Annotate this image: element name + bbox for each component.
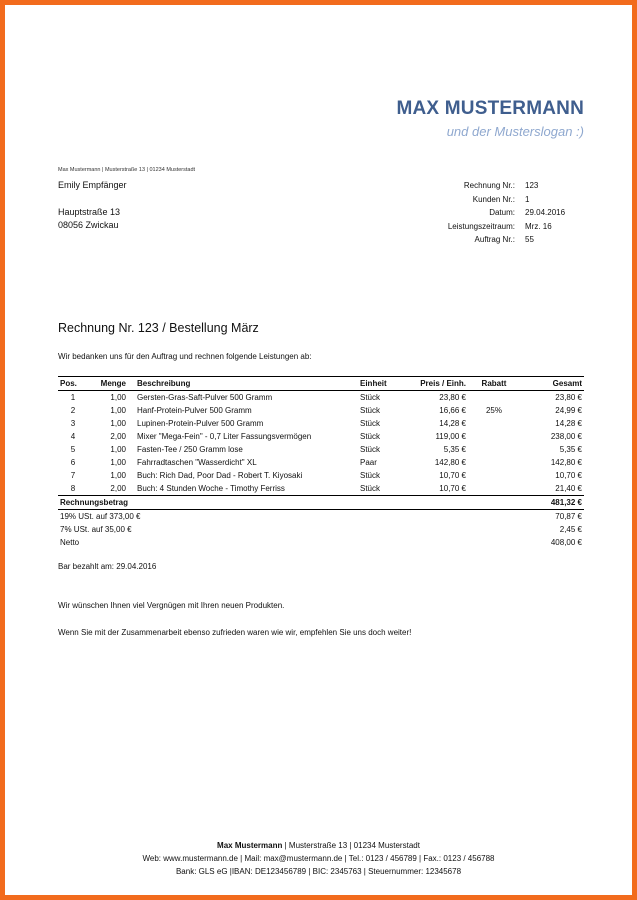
cell-quantity: 2,00 bbox=[110, 432, 126, 441]
meta-value: Mrz. 16 bbox=[525, 221, 552, 231]
cell-total: 21,40 € bbox=[520, 482, 584, 496]
cell-total: 14,28 € bbox=[555, 419, 582, 428]
tax-7-value: 2,45 € bbox=[559, 525, 582, 534]
cell-total: 5,35 € bbox=[559, 445, 582, 454]
meta-value: 55 bbox=[525, 235, 534, 244]
cell-pos: 8 bbox=[58, 482, 88, 496]
cell-total: 142,80 € bbox=[550, 458, 582, 467]
footer-line-bank: Bank: GLS eG |IBAN: DE123456789 | BIC: 2345763 | Steuernummer: 12345678 bbox=[175, 867, 462, 876]
cell-unit: Paar bbox=[360, 458, 377, 467]
cell-description: Gersten-Gras-Saft-Pulver 500 Gramm bbox=[137, 393, 273, 402]
line-items-table bbox=[58, 376, 584, 549]
cell-pos: 2 bbox=[70, 406, 76, 415]
header-pos: Pos. bbox=[58, 377, 88, 391]
footer-company-name: Max Mustermann bbox=[217, 841, 283, 850]
cell-unit: Stück bbox=[358, 482, 408, 496]
footer-line-address bbox=[5, 839, 632, 852]
meta-label: Rechnung Nr.: bbox=[463, 181, 515, 190]
meta-row-invoice-number bbox=[385, 179, 585, 193]
cell-unit-price: 142,80 € bbox=[434, 458, 466, 467]
net-label: Netto bbox=[60, 538, 80, 547]
cell-pos: 1 bbox=[70, 393, 76, 402]
net-row bbox=[58, 536, 584, 549]
closing-text-2: Wenn Sie mit der Zusammenarbeit ebenso zufrieden waren wie wir, empfehlen Sie uns doch weiter! bbox=[58, 628, 412, 637]
cell-discount: 25% bbox=[485, 406, 502, 415]
cell-description: Buch: Rich Dad, Poor Dad - Robert T. Kiyosaki bbox=[137, 471, 303, 480]
cell-discount bbox=[468, 430, 520, 443]
recipient-address bbox=[58, 179, 127, 233]
sender-address-line: Max Mustermann | Musterstraße 13 | 01234 Musterstadt bbox=[58, 167, 196, 173]
cell-unit-price: 10,70 € bbox=[439, 471, 466, 480]
cell-quantity: 1,00 bbox=[110, 406, 126, 415]
net-value: 408,00 € bbox=[550, 538, 582, 547]
meta-label: Auftrag Nr.: bbox=[474, 235, 515, 244]
meta-row-service-period bbox=[385, 220, 585, 234]
table-row bbox=[58, 482, 584, 496]
tax-row-7 bbox=[58, 523, 584, 536]
cell-unit-price: 119,00 € bbox=[435, 432, 466, 441]
cell-unit-price: 14,28 € bbox=[439, 419, 466, 428]
cell-discount bbox=[468, 469, 520, 482]
meta-label: Kunden Nr.: bbox=[472, 194, 515, 204]
cell-description: Mixer "Mega-Fein" - 0,7 Liter Fassungsvermögen bbox=[137, 432, 312, 441]
cell-description: Fasten-Tee / 250 Gramm lose bbox=[137, 445, 243, 454]
cell-quantity: 1,00 bbox=[110, 445, 126, 454]
cell-discount bbox=[468, 391, 520, 405]
footer bbox=[5, 839, 632, 878]
cell-discount bbox=[468, 482, 520, 496]
header-total: Gesamt bbox=[520, 377, 584, 391]
cell-unit: Stück bbox=[360, 393, 381, 402]
recipient-city: 08056 Zwickau bbox=[58, 220, 119, 230]
cell-total: 23,80 € bbox=[555, 393, 582, 402]
tax-7-label: 7% USt. auf 35,00 € bbox=[60, 525, 132, 534]
invoice-meta bbox=[385, 179, 585, 247]
meta-row-order-number bbox=[385, 233, 585, 247]
cell-total: 238,00 € bbox=[550, 432, 582, 441]
company-slogan: und der Musterslogan :) bbox=[446, 124, 584, 139]
invoice-title: Rechnung Nr. 123 / Bestellung März bbox=[58, 321, 259, 335]
table-row bbox=[58, 404, 584, 417]
table-row bbox=[58, 417, 584, 430]
tax-19-value: 70,87 € bbox=[555, 512, 582, 521]
cell-quantity: 1,00 bbox=[110, 419, 126, 428]
cell-description: Hanf-Protein-Pulver 500 Gramm bbox=[137, 406, 252, 415]
meta-label: Datum: bbox=[489, 208, 515, 217]
cell-total: 10,70 € bbox=[555, 471, 582, 480]
meta-value: 1 bbox=[525, 194, 530, 204]
cell-unit-price: 5,35 € bbox=[443, 445, 466, 454]
table-row bbox=[58, 443, 584, 456]
meta-value: 123 bbox=[525, 181, 539, 190]
table-row bbox=[58, 456, 584, 469]
header-unit-price: Preis / Einh. bbox=[408, 377, 468, 391]
cell-pos: 3 bbox=[70, 419, 76, 428]
cell-description: Fahrradtaschen "Wasserdicht" XL bbox=[137, 458, 257, 467]
invoice-total-row bbox=[58, 496, 584, 510]
cell-pos: 7 bbox=[70, 471, 76, 480]
cell-discount bbox=[468, 443, 520, 456]
cell-unit: Stück bbox=[360, 471, 381, 480]
cell-discount bbox=[468, 417, 520, 430]
cell-unit: Stück bbox=[360, 432, 381, 441]
recipient-name: Emily Empfänger bbox=[58, 180, 127, 190]
tax-row-19 bbox=[58, 510, 584, 524]
closing-text-1: Wir wünschen Ihnen viel Vergnügen mit Ihren neuen Produkten. bbox=[58, 601, 285, 610]
total-value: 481,32 € bbox=[520, 496, 584, 510]
intro-text: Wir bedanken uns für den Auftrag und rechnen folgende Leistungen ab: bbox=[58, 352, 312, 361]
meta-label: Leistungszeitraum: bbox=[447, 221, 515, 231]
cell-quantity: 2,00 bbox=[88, 482, 128, 496]
header-description: Beschreibung bbox=[128, 377, 358, 391]
cell-pos: 5 bbox=[70, 445, 76, 454]
cell-unit-price: 16,66 € bbox=[439, 406, 466, 415]
invoice-page bbox=[5, 5, 632, 895]
cell-unit-price: 23,80 € bbox=[439, 393, 466, 402]
cell-discount bbox=[468, 456, 520, 469]
cell-unit-price: 10,70 € bbox=[408, 482, 468, 496]
meta-row-date bbox=[385, 206, 585, 220]
header-quantity: Menge bbox=[88, 377, 128, 391]
cell-quantity: 1,00 bbox=[110, 471, 126, 480]
table-row bbox=[58, 430, 584, 443]
meta-row-customer-number bbox=[385, 193, 585, 207]
recipient-street: Hauptstraße 13 bbox=[58, 206, 121, 217]
cell-pos: 6 bbox=[70, 458, 76, 467]
footer-line-contact: Web: www.mustermann.de | Mail: max@mustermann.de | Tel.: 0123 / 456789 | Fax.: 0123 / 456788 bbox=[142, 854, 495, 863]
cell-unit: Stück bbox=[360, 445, 381, 454]
tax-19-label: 19% USt. auf 373,00 € bbox=[60, 512, 141, 521]
table-row bbox=[58, 469, 584, 482]
header-unit: Einheit bbox=[358, 377, 408, 391]
header-discount: Rabatt bbox=[468, 377, 520, 391]
cell-description: Lupinen-Protein-Pulver 500 Gramm bbox=[137, 419, 264, 428]
company-name: MAX MUSTERMANN bbox=[396, 98, 584, 119]
cell-quantity: 1,00 bbox=[110, 393, 126, 402]
cell-pos: 4 bbox=[70, 432, 76, 441]
table-row bbox=[58, 391, 584, 405]
cell-unit: Stück bbox=[360, 419, 381, 428]
cell-quantity: 1,00 bbox=[110, 458, 126, 467]
company-branding bbox=[396, 98, 584, 139]
footer-address: | Musterstraße 13 | 01234 Musterstadt bbox=[282, 841, 420, 850]
cell-total: 24,99 € bbox=[555, 406, 582, 415]
meta-value: 29.04.2016 bbox=[525, 208, 566, 217]
payment-note: Bar bezahlt am: 29.04.2016 bbox=[58, 562, 157, 571]
cell-description: Buch: 4 Stunden Woche - Timothy Ferriss bbox=[128, 482, 358, 496]
table-header-row bbox=[58, 377, 584, 391]
cell-unit: Stück bbox=[360, 406, 381, 415]
total-label: Rechnungsbetrag bbox=[58, 496, 520, 510]
